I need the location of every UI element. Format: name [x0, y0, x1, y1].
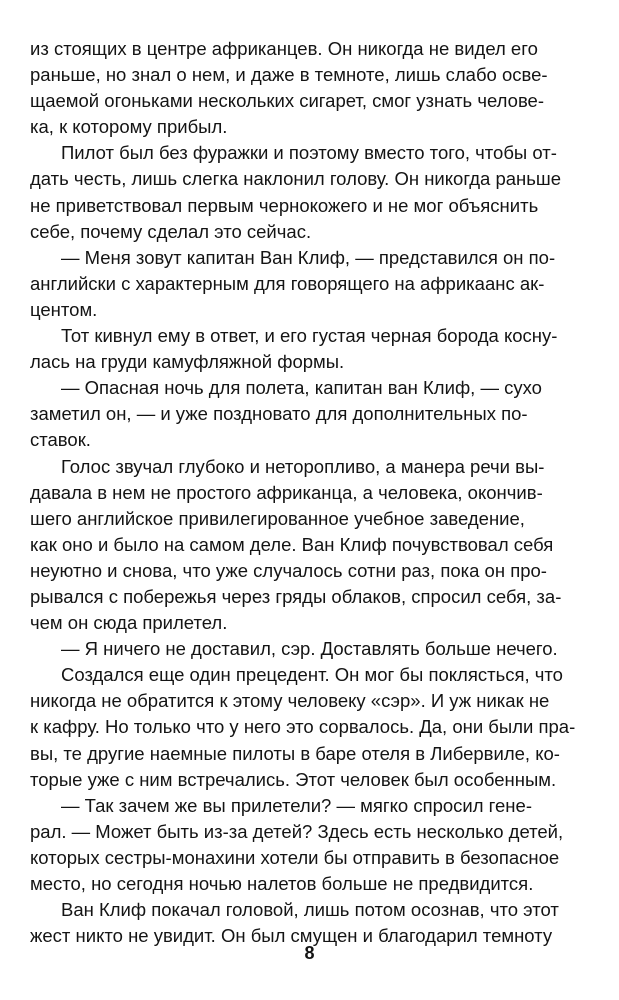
text-line: центом.: [30, 298, 98, 320]
text-line: заметил он, — и уже поздновато для дополнительных по-: [30, 403, 528, 425]
text-line: вы, те другие наемные пилоты в баре отеля в Либервиле, ко-: [30, 742, 560, 764]
text-line: раньше, но знал о нем, и даже в темноте, лишь слабо осве-: [30, 64, 548, 86]
text-line: к кафру. Но только что у него это сорвалось. Да, они были пра-: [30, 716, 576, 738]
text-line: Создался еще один прецедент. Он мог бы поклясться, что: [61, 664, 563, 686]
page-number: 8: [304, 943, 315, 963]
text-line: неуютно и снова, что уже случалось сотни раз, пока он про-: [30, 559, 547, 581]
body-text: [30, 36, 576, 949]
text-line: не приветствовал первым чернокожего и не мог объяснить: [30, 194, 539, 216]
text-line: ставок.: [30, 429, 91, 451]
text-line: — Я ничего не доставил, сэр. Доставлять больше нечего.: [61, 638, 558, 660]
text-line: никогда не обратится к этому человеку «сэр». И уж никак не: [30, 690, 550, 712]
text-line: — Меня зовут капитан Ван Клиф, — представился он по-: [61, 246, 556, 268]
text-line: из стоящих в центре африканцев. Он никогда не видел его: [30, 38, 538, 59]
text-line: торые уже с ним встречались. Этот человек был особенным.: [30, 768, 557, 790]
text-line: — Опасная ночь для полета, капитан ван Клиф, — сухо: [61, 377, 542, 399]
text-line: Ван Клиф покачал головой, лишь потом осознав, что этот: [61, 899, 559, 921]
text-line: Голос звучал глубоко и неторопливо, а манера речи вы-: [61, 455, 545, 477]
text-line: давала в нем не простого африканца, а человека, окончив-: [30, 481, 543, 503]
text-line: щаемой огоньками нескольких сигарет, смог узнать челове-: [30, 90, 545, 112]
text-line: — Так зачем же вы прилетели? — мягко спросил гене-: [61, 794, 532, 816]
text-line: жест никто не увидит. Он был смущен и благодарил темноту: [30, 925, 553, 947]
text-line: как оно и было на самом деле. Ван Клиф почувствовал себя: [30, 533, 554, 555]
text-line: шего английское привилегированное учебное заведение,: [30, 507, 525, 529]
text-line: чем он сюда прилетел.: [30, 612, 228, 634]
text-line: себе, почему сделал это сейчас.: [30, 220, 312, 242]
text-line: Пилот был без фуражки и поэтому вместо того, чтобы от-: [61, 142, 557, 164]
text-line: место, но сегодня ночью налетов больше не предвидится.: [30, 873, 534, 894]
text-line: рывался с побережья через гряды облаков, спросил себя, за-: [30, 585, 562, 607]
text-line: ка, к которому прибыл.: [30, 116, 228, 138]
text-line: которых сестры-монахини хотели бы отправить в безопасное: [30, 846, 560, 868]
text-line: рал. — Может быть из-за детей? Здесь есть несколько детей,: [30, 820, 564, 842]
text-line: Тот кивнул ему в ответ, и его густая черная борода косну-: [61, 325, 558, 347]
text-line: дать честь, лишь слегка наклонил голову. Он никогда раньше: [30, 168, 562, 190]
text-line: английски с характерным для говорящего на африкаанс ак-: [30, 272, 545, 294]
text-line: лась на груди камуфляжной формы.: [30, 351, 345, 373]
